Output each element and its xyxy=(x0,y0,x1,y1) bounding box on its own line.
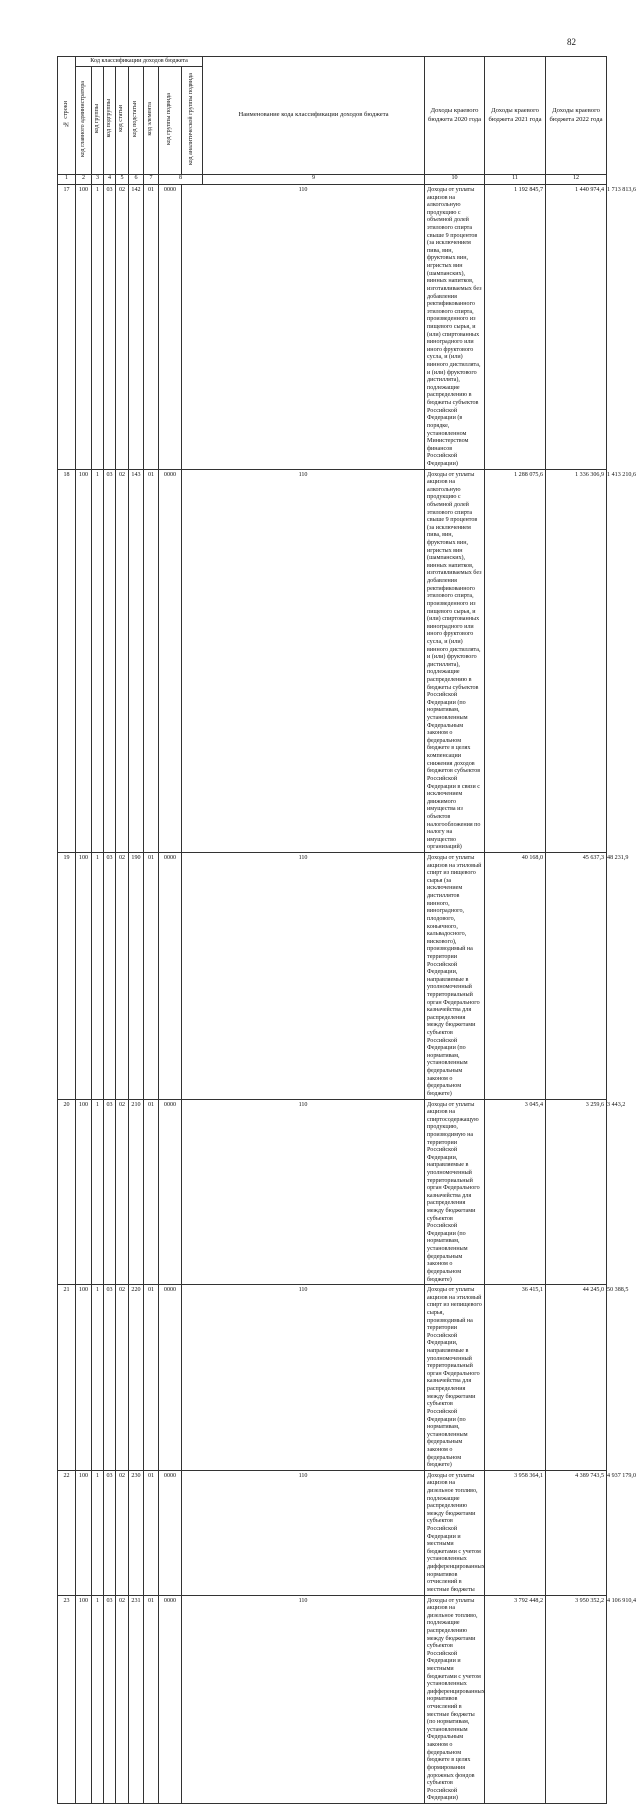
code-cell: 100 xyxy=(76,1099,92,1285)
value-2020: 1 192 845,7 xyxy=(485,185,546,470)
code-cell: 03 xyxy=(104,185,116,470)
revenue-table xyxy=(57,56,636,1804)
value-2020: 40 168,0 xyxy=(485,853,546,1100)
table-row: 18 100 1 03 02 143 01 0000 110 Доходы от уплаты акцизов на алкогольную продукцию с объемной долей этилового спирта свыше 9 процентов (за исключением пива, вин, фруктовых вин, игристых вин (шампанских), винных напитков, изготавливаемых без добавления ректификованного этилового спирта, произведенного из пищевого сырья, и (или) спиртованных виноградного или иного фруктового сусла, и (или) винного дистиллята, и (или) фруктового дистиллята), подлежащие распределению в бюджеты субъектов Российской Федерации (по нормативам, установленным Федеральным законом о федеральном бюджете в целях компенсации снижения доходов бюджетов субъектов Российской Федерации в связи с исключением движимого имущества из объектов налогообложения по налогу на имущество организаций) 1 288 075,6 1 336 306,9 1 413 210,6 xyxy=(58,469,607,852)
code-cell: 1 xyxy=(92,185,104,470)
code-cell: 230 xyxy=(129,1470,144,1595)
code-cell: 0000 xyxy=(159,1099,182,1285)
code-cell: 1 xyxy=(92,1285,104,1471)
code-cell: 01 xyxy=(144,469,159,852)
code-cell: 110 xyxy=(182,469,425,852)
code-cell: 0000 xyxy=(159,853,182,1100)
value-2020: 3 045,4 xyxy=(485,1099,546,1285)
value-2021: 1 440 974,4 xyxy=(546,185,607,470)
value-2020: 1 288 075,6 xyxy=(485,469,546,852)
column-index: 1 xyxy=(58,175,76,185)
code-cell: 0000 xyxy=(159,1470,182,1595)
row-number: 18 xyxy=(58,469,76,852)
page-number: 82 xyxy=(567,37,576,47)
column-index-row xyxy=(58,175,607,185)
value-2020: 36 415,1 xyxy=(485,1285,546,1471)
code-cell: 1 xyxy=(92,1099,104,1285)
column-index: 8 xyxy=(159,175,203,185)
code-cell: 220 xyxy=(129,1285,144,1471)
revenue-name: Доходы от уплаты акцизов на этиловый спирт из пищевого сырья (за исключением дистиллятов винного, виноградного, плодового, коньячного, кальвадосного, вискового), производимый на территории Российской Федерации, направляемые в уполномоченный территориальный орган Федерального казначейства для распределения между бюджетами субъектов Российской Федерации (по нормативам, установленным федеральным законом о федеральном бюджете) xyxy=(425,853,485,1100)
value-2021: 44 245,0 xyxy=(546,1285,607,1471)
code-cell: 01 xyxy=(144,1470,159,1595)
code-cell: 0000 xyxy=(159,1285,182,1471)
code-cell: 110 xyxy=(182,1099,425,1285)
value-2021: 3 950 352,2 xyxy=(546,1595,607,1803)
code-cell: 190 xyxy=(129,853,144,1100)
code-cell: 1 xyxy=(92,469,104,852)
row-number: 22 xyxy=(58,1470,76,1595)
code-cell: 110 xyxy=(182,1595,425,1803)
code-cell: 02 xyxy=(116,1595,129,1803)
column-index: 7 xyxy=(144,175,159,185)
code-cell: 1 xyxy=(92,1470,104,1595)
code-cell: 110 xyxy=(182,1285,425,1471)
code-cell: 03 xyxy=(104,469,116,852)
column-index: 10 xyxy=(425,175,485,185)
row-number: 19 xyxy=(58,853,76,1100)
code-cell: 03 xyxy=(104,853,116,1100)
column-index: 9 xyxy=(203,175,425,185)
year-2021-header: Доходы краевого бюджета 2021 года xyxy=(485,57,546,175)
table-row: 22 100 1 03 02 230 01 0000 110 Доходы от уплаты акцизов на дизельное топливо, подлежащие распределению между бюджетами субъектов Российской Федерации и местными бюджетами с учетом установленных дифференцированных нормативов отчислений в местные бюджеты 3 958 364,1 4 389 743,5 4 937 179,0 xyxy=(58,1470,607,1595)
code-cell: 02 xyxy=(116,1099,129,1285)
revenue-name: Доходы от уплаты акцизов на алкогольную продукцию с объемной долей этилового спирта свыше 9 процентов (за исключением пива, вин, фруктовых вин, игристых вин (шампанских), винных напитков, изготавливаемых без добавления ректификованного этилового спирта, произведенного из пищевого сырья, и (или) спиртованных виноградного или иного фруктового сусла, и (или) винного дистиллята, и (или) фруктового дистиллята), подлежащие распределению в бюджеты субъектов Российской Федерации (по нормативам, установленным Федеральным законом о федеральном бюджете в целях компенсации снижения доходов бюджетов субъектов Российской Федерации в связи с исключением движимого имущества из объектов налогообложения по налогу на имущество организаций) xyxy=(425,469,485,852)
row-number: 21 xyxy=(58,1285,76,1471)
code-cell: 01 xyxy=(144,1099,159,1285)
code-cell: 03 xyxy=(104,1285,116,1471)
column-index: 4 xyxy=(104,175,116,185)
code-cell: 01 xyxy=(144,1595,159,1803)
code-cell: 02 xyxy=(116,185,129,470)
code-header: код статьи xyxy=(116,67,129,175)
code-cell: 1 xyxy=(92,1595,104,1803)
code-cell: 100 xyxy=(76,853,92,1100)
code-cell: 02 xyxy=(116,1470,129,1595)
value-2021: 4 389 743,5 xyxy=(546,1470,607,1595)
table-row: 21 100 1 03 02 220 01 0000 110 Доходы от уплаты акцизов на этиловый спирт из непищевого сырья, производимый на территории Российской Федерации, направляемые в уполномоченный территориальный орган Федерального казначейства для распределения между бюджетами субъектов Российской Федерации (по нормативам, установленным федеральным законом о федеральном бюджете) 36 415,1 44 245,0 50 388,5 xyxy=(58,1285,607,1471)
classification-code-header: Код классификации доходов бюджета xyxy=(76,57,203,67)
code-header: код подстатьи xyxy=(129,67,144,175)
column-index: 3 xyxy=(92,175,104,185)
column-index: 11 xyxy=(485,175,546,185)
code-cell: 100 xyxy=(76,1595,92,1803)
name-header: Наименование кода классификации доходов бюджета xyxy=(203,57,425,175)
code-cell: 100 xyxy=(76,185,92,470)
code-cell: 01 xyxy=(144,185,159,470)
row-number-header: № строки xyxy=(58,57,76,175)
code-cell: 03 xyxy=(104,1595,116,1803)
value-2021: 3 259,6 xyxy=(546,1099,607,1285)
code-cell: 142 xyxy=(129,185,144,470)
column-index: 6 xyxy=(129,175,144,185)
code-header: код аналитической группы подвида xyxy=(182,67,203,175)
table-row: 20 100 1 03 02 210 01 0000 110 Доходы от уплаты акцизов на спиртосодержащую продукцию, производимую на территории Российской Федерации, направляемые в уполномоченный территориальный орган Федерального казначейства для распределения между бюджетами субъектов Российской Федерации (по нормативам, установленным федеральным законом о федеральном бюджете) 3 045,4 3 259,6 3 443,2 xyxy=(58,1099,607,1285)
code-cell: 100 xyxy=(76,469,92,852)
year-2020-header: Доходы краевого бюджета 2020 года xyxy=(425,57,485,175)
code-cell: 02 xyxy=(116,853,129,1100)
code-cell: 100 xyxy=(76,1285,92,1471)
row-number: 17 xyxy=(58,185,76,470)
column-index: 5 xyxy=(116,175,129,185)
code-cell: 231 xyxy=(129,1595,144,1803)
revenue-name: Доходы от уплаты акцизов на дизельное топливо, подлежащие распределению между бюджетами субъектов Российской Федерации и местными бюджетами с учетом установленных дифференцированных нормативов отчислений в местные бюджеты xyxy=(425,1470,485,1595)
code-cell: 02 xyxy=(116,469,129,852)
table-row: 19 100 1 03 02 190 01 0000 110 Доходы от уплаты акцизов на этиловый спирт из пищевого сырья (за исключением дистиллятов винного, виноградного, плодового, коньячного, кальвадосного, вискового), производимый на территории Российской Федерации, направляемые в уполномоченный территориальный орган Федерального казначейства для распределения между бюджетами субъектов Российской Федерации (по нормативам, установленным федеральным законом о федеральном бюджете) 40 168,0 45 637,3 48 231,9 xyxy=(58,853,607,1100)
code-cell: 110 xyxy=(182,185,425,470)
code-cell: 143 xyxy=(129,469,144,852)
code-cell: 03 xyxy=(104,1470,116,1595)
code-cell: 210 xyxy=(129,1099,144,1285)
code-header: код группы подвида xyxy=(159,67,182,175)
table-row: 17 100 1 03 02 142 01 0000 110 Доходы от уплаты акцизов на алкогольную продукцию с объемной долей этилового спирта свыше 9 процентов (за исключением пива, вин, фруктовых вин, игристых вин (шампанских), винных напитков, изготавливаемых без добавления ректификованного этилового спирта, произведенного из пищевого сырья, и (или) спиртованных виноградного или иного фруктового сусла, и (или) винного дистиллята, и (или) фруктового дистиллята), подлежащие распределению в бюджеты субъектов Российской Федерации (в порядке, установленном Министерством финансов Российской Федерации) 1 192 845,7 1 440 974,4 1 713 813,6 xyxy=(58,185,607,470)
revenue-name: Доходы от уплаты акцизов на спиртосодержащую продукцию, производимую на территории Российской Федерации, направляемые в уполномоченный территориальный орган Федерального казначейства для распределения между бюджетами субъектов Российской Федерации (по нормативам, установленным федеральным законом о федеральном бюджете) xyxy=(425,1099,485,1285)
code-header: код подгруппы xyxy=(104,67,116,175)
value-2020: 3 958 364,1 xyxy=(485,1470,546,1595)
code-cell: 110 xyxy=(182,853,425,1100)
table-row: 23 100 1 03 02 231 01 0000 110 Доходы от уплаты акцизов на дизельное топливо, подлежащие распределению между бюджетами субъектов Российской Федерации и местными бюджетами с учетом установленных дифференцированных нормативов отчислений в местные бюджеты (по нормативам, установленным Федеральным законом о федеральном бюджете в целях формирования дорожных фондов субъектов Российской Федерации) 3 792 448,2 3 950 352,2 4 106 910,4 xyxy=(58,1595,607,1803)
code-cell: 110 xyxy=(182,1470,425,1595)
code-cell: 01 xyxy=(144,1285,159,1471)
code-cell: 0000 xyxy=(159,1595,182,1803)
code-cell: 0000 xyxy=(159,185,182,470)
year-2022-header: Доходы краевого бюджета 2022 года xyxy=(546,57,607,175)
value-2021: 1 336 306,9 xyxy=(546,469,607,852)
code-header: код главного администратора xyxy=(76,67,92,175)
code-cell: 1 xyxy=(92,853,104,1100)
code-cell: 02 xyxy=(116,1285,129,1471)
value-2020: 3 792 448,2 xyxy=(485,1595,546,1803)
code-cell: 01 xyxy=(144,853,159,1100)
code-header: код группы xyxy=(92,67,104,175)
row-number: 23 xyxy=(58,1595,76,1803)
code-cell: 100 xyxy=(76,1470,92,1595)
code-cell: 0000 xyxy=(159,469,182,852)
row-number: 20 xyxy=(58,1099,76,1285)
value-2021: 45 637,3 xyxy=(546,853,607,1100)
revenue-name: Доходы от уплаты акцизов на этиловый спирт из непищевого сырья, производимый на территории Российской Федерации, направляемые в уполномоченный территориальный орган Федерального казначейства для распределения между бюджетами субъектов Российской Федерации (по нормативам, установленным федеральным законом о федеральном бюджете) xyxy=(425,1285,485,1471)
column-index: 12 xyxy=(546,175,607,185)
column-index: 2 xyxy=(76,175,92,185)
revenue-name: Доходы от уплаты акцизов на дизельное топливо, подлежащие распределению между бюджетами субъектов Российской Федерации и местными бюджетами с учетом установленных дифференцированных нормативов отчислений в местные бюджеты (по нормативам, установленным Федеральным законом о федеральном бюджете в целях формирования дорожных фондов субъектов Российской Федерации) xyxy=(425,1595,485,1803)
table-body xyxy=(58,185,636,1804)
code-header: код элемента xyxy=(144,67,159,175)
revenue-name: Доходы от уплаты акцизов на алкогольную продукцию с объемной долей этилового спирта свыше 9 процентов (за исключением пива, вин, фруктовых вин, игристых вин (шампанских), винных напитков, изготавливаемых без добавления ректификованного этилового спирта, произведенного из пищевого сырья, и (или) спиртованных виноградного или иного фруктового сусла, и (или) винного дистиллята, и (или) фруктового дистиллята), подлежащие распределению в бюджеты субъектов Российской Федерации (в порядке, установленном Министерством финансов Российской Федерации) xyxy=(425,185,485,470)
code-cell: 03 xyxy=(104,1099,116,1285)
